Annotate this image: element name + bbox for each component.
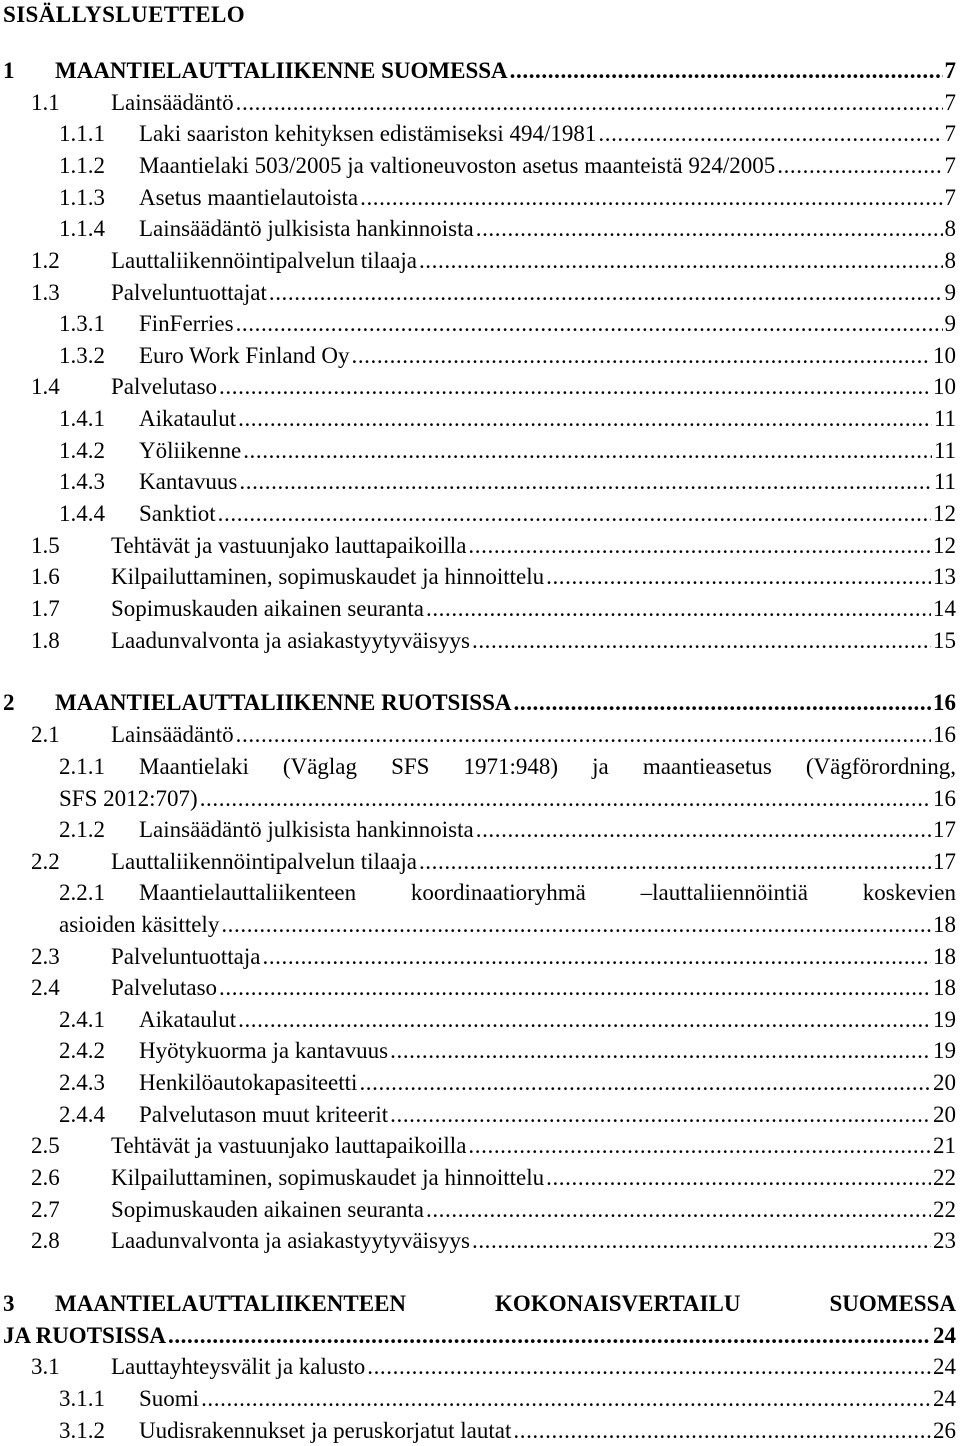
- leader-dots: [262, 941, 931, 972]
- leader-dots: [238, 403, 932, 434]
- leader-dots: [351, 340, 931, 371]
- toc-entry-line: [59, 308, 956, 339]
- toc-entry[interactable]: [0, 751, 956, 814]
- toc-entry-text: Lauttayhteysvälit ja kalusto: [111, 1354, 366, 1379]
- leader-dots: [219, 371, 931, 402]
- leader-dots: [598, 118, 942, 149]
- toc-entry-line: [59, 466, 956, 497]
- toc-entry-text: FinFerries: [139, 311, 234, 336]
- toc-page-number: 18: [933, 944, 956, 969]
- toc-entry[interactable]: [0, 466, 956, 497]
- toc-entry-line: [59, 1099, 956, 1130]
- toc-entry[interactable]: [0, 403, 956, 434]
- toc-entry-text: Uudisrakennukset ja peruskorjatut lautat: [139, 1418, 512, 1443]
- toc-entry[interactable]: [0, 687, 956, 718]
- leader-dots: [472, 1225, 931, 1256]
- toc-entry-text: MAANTIELAUTTALIIKENNE SUOMESSA: [55, 58, 508, 83]
- toc-entry-text-continued: JA RUOTSISSA: [3, 1323, 166, 1348]
- toc-entry-line: [31, 941, 956, 972]
- toc-entry-line: [31, 371, 956, 402]
- toc-page-number: 13: [933, 564, 956, 589]
- toc-entry[interactable]: [0, 1288, 956, 1351]
- toc-page-number: 22: [933, 1197, 956, 1222]
- toc-entry-text: Aikataulut: [139, 406, 237, 431]
- toc-page-number: 21: [933, 1133, 956, 1158]
- leader-dots: [390, 1099, 931, 1130]
- toc-entry-line: [59, 877, 956, 908]
- toc-entry-number: 1.5: [31, 533, 60, 558]
- toc-entry-line: [31, 87, 956, 118]
- toc-entry-text: Lauttaliikennöintipalvelun tilaaja: [111, 248, 417, 273]
- toc-entry-number: 1.4.1: [59, 406, 105, 431]
- toc-page-number: 17: [933, 849, 956, 874]
- toc-entry-number: 1.4.3: [59, 469, 105, 494]
- toc-entry-line: [31, 1130, 956, 1161]
- toc-entry-line: [59, 213, 956, 244]
- toc-entry[interactable]: [0, 1099, 956, 1130]
- toc-entry-line: [59, 118, 956, 149]
- toc-entry-number: 1.8: [31, 628, 60, 653]
- leader-dots: [472, 625, 931, 656]
- toc-entry-text: Tehtävät ja vastuunjako lauttapaikoilla: [111, 1133, 467, 1158]
- toc-entry-text: Kilpailuttaminen, sopimuskaudet ja hinnoittelu: [111, 1165, 545, 1190]
- toc-entry-line: [59, 1004, 956, 1035]
- toc-page-number: 7: [944, 58, 956, 83]
- toc-entry-line: [59, 182, 956, 213]
- toc-entry-line: [31, 1351, 956, 1382]
- toc-page-number: 14: [933, 596, 956, 621]
- toc-entry-line: [59, 751, 956, 782]
- toc-entry-line: [59, 435, 956, 466]
- toc-entry-text: Maantielaki 503/2005 ja valtioneuvoston asetus maanteistä 924/2005: [139, 153, 776, 178]
- toc-entry-number: 2.3: [31, 944, 60, 969]
- leader-dots: [514, 687, 932, 718]
- toc-entry[interactable]: [0, 118, 956, 149]
- toc-entry[interactable]: [0, 1225, 956, 1256]
- toc-page-number: 7: [944, 90, 956, 115]
- leader-dots: [221, 909, 931, 940]
- toc-entry-line: [31, 593, 956, 624]
- toc-entry-text: Euro Work Finland Oy: [139, 343, 350, 368]
- toc-entry[interactable]: [0, 1004, 956, 1035]
- leader-dots: [777, 150, 942, 181]
- toc-entry-line: [31, 561, 956, 592]
- toc-entry-line: [59, 814, 956, 845]
- toc-entry-text: Sopimuskauden aikainen seuranta: [111, 596, 424, 621]
- leader-dots: [236, 308, 943, 339]
- leader-dots: [468, 1130, 931, 1161]
- toc-entry-number: 2.5: [31, 1133, 60, 1158]
- toc-entry-text: Henkilöautokapasiteetti: [139, 1070, 358, 1095]
- leader-dots: [390, 1035, 931, 1066]
- leader-dots: [238, 1004, 931, 1035]
- toc-entry-number: 2.2: [31, 849, 60, 874]
- toc-page-number: 24: [933, 1354, 956, 1379]
- toc-page-number: 17: [933, 817, 956, 842]
- toc-entry-text: MAANTIELAUTTALIIKENNE RUOTSISSA: [55, 690, 512, 715]
- toc-entry[interactable]: [0, 150, 956, 181]
- toc-entry[interactable]: [0, 182, 956, 213]
- toc-entry-text: Laki saariston kehityksen edistämiseksi 494/1981: [139, 121, 597, 146]
- toc-page-number: 8: [944, 248, 956, 273]
- toc-entry-text: Lainsäädäntö: [111, 722, 234, 747]
- toc-entry-number: 2.8: [31, 1228, 60, 1253]
- toc-entry[interactable]: [0, 1130, 956, 1161]
- toc-page-number: 16: [933, 690, 956, 715]
- toc-page-number: 12: [933, 501, 956, 526]
- toc-page-number: 26: [933, 1418, 956, 1443]
- toc-page-number: 24: [933, 1386, 956, 1411]
- toc-entry[interactable]: [0, 213, 956, 244]
- toc-page-number: 11: [933, 406, 956, 431]
- toc-entry-text: Lainsäädäntö: [111, 90, 234, 115]
- leader-dots: [200, 783, 931, 814]
- toc-entry-line: [59, 498, 956, 529]
- toc-page-number: 7: [944, 153, 956, 178]
- toc-entry[interactable]: [0, 308, 956, 339]
- toc-page-number: 9: [944, 311, 956, 336]
- toc-page-number: 18: [933, 912, 956, 937]
- toc-entry-number: 1.4: [31, 374, 60, 399]
- toc-entry-number: 1.3: [31, 280, 60, 305]
- leader-dots: [243, 435, 932, 466]
- toc-entry-line: [3, 1288, 956, 1319]
- toc-page-number: 7: [944, 185, 956, 210]
- toc-entry-text: MAANTIELAUTTALIIKENTEEN KOKONAISVERTAILU SUOMESSA: [55, 1291, 956, 1316]
- toc-entry-line: [31, 530, 956, 561]
- leader-dots: [468, 530, 931, 561]
- toc-entry[interactable]: [0, 87, 956, 118]
- page-title: SISÄLLYSLUETTELO: [3, 2, 246, 27]
- leader-dots: [236, 719, 931, 750]
- toc-page-number: 22: [933, 1165, 956, 1190]
- toc-entry-text: Laadunvalvonta ja asiakastyytyväisyys: [111, 628, 470, 653]
- toc-entry-number: 1.3.2: [59, 343, 105, 368]
- toc-entry-number: 1.1.1: [59, 121, 105, 146]
- toc-page-number: 18: [933, 975, 956, 1000]
- toc-entry[interactable]: [0, 435, 956, 466]
- toc-entry-number: 2.4.4: [59, 1102, 105, 1127]
- toc-entry-text: Laadunvalvonta ja asiakastyytyväisyys: [111, 1228, 470, 1253]
- leader-dots: [426, 593, 931, 624]
- toc-entry-number: 2.4.3: [59, 1070, 105, 1095]
- toc-page-number: 24: [933, 1323, 956, 1348]
- toc-entry[interactable]: [0, 593, 956, 624]
- leader-dots: [476, 213, 943, 244]
- toc-entry[interactable]: [0, 371, 956, 402]
- leader-dots: [360, 182, 942, 213]
- leader-dots: [168, 1320, 931, 1351]
- toc-entry-number: 1.7: [31, 596, 60, 621]
- toc-page-number: 7: [944, 121, 956, 146]
- toc-page-number: 11: [933, 438, 956, 463]
- toc-entry-line: [59, 150, 956, 181]
- toc-entry[interactable]: [0, 1067, 956, 1098]
- toc-entry-text: Kilpailuttaminen, sopimuskaudet ja hinnoittelu: [111, 564, 545, 589]
- toc-entry-line: [31, 1194, 956, 1225]
- toc-entry-line: [59, 1067, 956, 1098]
- toc-entry-line: [59, 783, 956, 814]
- toc-page-number: 23: [933, 1228, 956, 1253]
- toc-entry-number: 1.4.4: [59, 501, 105, 526]
- toc-page-number: 19: [933, 1038, 956, 1063]
- toc-entry-line: [59, 909, 956, 940]
- toc-entry[interactable]: [0, 972, 956, 1003]
- leader-dots: [236, 87, 943, 118]
- toc-entry-line: [3, 55, 956, 86]
- leader-dots: [367, 1351, 931, 1382]
- toc-entry-text: Asetus maantielautoista: [139, 185, 359, 210]
- toc-entry[interactable]: [0, 941, 956, 972]
- toc-entry-text: Lainsäädäntö julkisista hankinnoista: [139, 817, 474, 842]
- toc-page-number: 20: [933, 1102, 956, 1127]
- toc-entry-number: 2.1.1: [59, 754, 105, 779]
- toc-entry[interactable]: [0, 1035, 956, 1066]
- toc-entry[interactable]: [0, 719, 956, 750]
- leader-dots: [546, 1162, 931, 1193]
- toc-entry-line: [31, 245, 956, 276]
- toc-entry-line: [3, 687, 956, 718]
- toc-entry-number: 2.1.2: [59, 817, 105, 842]
- toc-entry-number: 3: [3, 1291, 15, 1316]
- toc-entry-number: 2.4: [31, 975, 60, 1000]
- leader-dots: [218, 498, 931, 529]
- toc-entry[interactable]: [0, 625, 956, 656]
- toc-page-number: 10: [933, 343, 956, 368]
- leader-dots: [426, 1194, 931, 1225]
- toc-entry-line: [31, 1162, 956, 1193]
- leader-dots: [546, 561, 931, 592]
- toc-entry-text: Yöliikenne: [139, 438, 242, 463]
- toc-page-number: 16: [933, 722, 956, 747]
- toc-entry-text: Hyötykuorma ja kantavuus: [139, 1038, 389, 1063]
- toc-entry-line: [31, 719, 956, 750]
- toc-entry[interactable]: [0, 530, 956, 561]
- toc-entry[interactable]: [0, 1162, 956, 1193]
- toc-entry-number: 2.7: [31, 1197, 60, 1222]
- toc-entry-text: Maantielauttaliikenteen koordinaatioryhmä –lauttaliiennöintiä koskevien: [139, 880, 956, 905]
- toc-entry-line: [31, 277, 956, 308]
- toc-entry-line: [59, 1035, 956, 1066]
- toc-entry[interactable]: [0, 1351, 956, 1382]
- toc-entry-text: Kantavuus: [139, 469, 238, 494]
- toc-entry-line: [31, 1225, 956, 1256]
- toc-entry[interactable]: [0, 1383, 956, 1414]
- toc-entry-line: [31, 846, 956, 877]
- toc-entry[interactable]: [0, 877, 956, 940]
- toc-page-number: 20: [933, 1070, 956, 1095]
- toc-page-number: 15: [933, 628, 956, 653]
- toc-entry-text: Palvelutaso: [111, 975, 218, 1000]
- toc-page-number: 16: [933, 786, 956, 811]
- toc-entry-text: Lainsäädäntö julkisista hankinnoista: [139, 216, 474, 241]
- toc-entry-text-continued: asioiden käsittely: [59, 912, 220, 937]
- toc-entry-line: [59, 1383, 956, 1414]
- toc-entry-number: 3.1.2: [59, 1418, 105, 1443]
- toc-entry-text: Palveluntuottaja: [111, 944, 261, 969]
- toc-entry-text: Lauttaliikennöintipalvelun tilaaja: [111, 849, 417, 874]
- leader-dots: [510, 55, 943, 86]
- toc-entry-line: [59, 340, 956, 371]
- toc-page-number: 19: [933, 1007, 956, 1032]
- toc-entry-text-continued: SFS 2012:707): [59, 786, 198, 811]
- toc-entry-line: [31, 625, 956, 656]
- toc-entry-text: Maantielaki (Väglag SFS 1971:948) ja maantieasetus (Vägförordning,: [139, 754, 956, 779]
- toc-entry-number: 2.4.1: [59, 1007, 105, 1032]
- toc-page-number: 12: [933, 533, 956, 558]
- toc-entry-number: 1.4.2: [59, 438, 105, 463]
- toc-entry-text: Palveluntuottajat: [111, 280, 267, 305]
- toc-page-number: 8: [944, 216, 956, 241]
- toc-page-number: 9: [944, 280, 956, 305]
- toc-page-number: 11: [933, 469, 956, 494]
- toc-entry-line: [59, 403, 956, 434]
- toc-entry-number: 2.4.2: [59, 1038, 105, 1063]
- toc-entry-text: Aikataulut: [139, 1007, 237, 1032]
- leader-dots: [419, 846, 931, 877]
- toc-entry-text: Sanktiot: [139, 501, 216, 526]
- toc-entry-number: 3.1: [31, 1354, 60, 1379]
- leader-dots: [419, 245, 943, 276]
- toc-entry-number: 1.1.4: [59, 216, 105, 241]
- toc-entry[interactable]: [0, 561, 956, 592]
- leader-dots: [219, 972, 931, 1003]
- toc-entry-text: Palvelutason muut kriteerit: [139, 1102, 389, 1127]
- leader-dots: [476, 814, 931, 845]
- toc-entry-text: Suomi: [139, 1386, 200, 1411]
- toc-entry[interactable]: [0, 498, 956, 529]
- toc-entry[interactable]: [0, 1194, 956, 1225]
- toc-entry-number: 2.2.1: [59, 880, 105, 905]
- toc-entry-number: 1.1.3: [59, 185, 105, 210]
- toc-page-number: 10: [933, 374, 956, 399]
- leader-dots: [239, 466, 931, 497]
- toc-entry-text: Palvelutaso: [111, 374, 218, 399]
- toc-entry[interactable]: [0, 814, 956, 845]
- toc-entry-number: 2: [3, 690, 15, 715]
- toc-entry-number: 1.2: [31, 248, 60, 273]
- toc-entry[interactable]: [0, 277, 956, 308]
- leader-dots: [201, 1383, 931, 1414]
- toc-entry-number: 3.1.1: [59, 1386, 105, 1411]
- toc-entry-number: 1: [3, 58, 15, 83]
- toc-entry-number: 2.6: [31, 1165, 60, 1190]
- toc-entry-number: 1.1: [31, 90, 60, 115]
- toc-entry[interactable]: [0, 55, 956, 86]
- toc-entry-number: 1.6: [31, 564, 60, 589]
- leader-dots: [269, 277, 943, 308]
- toc-entry-line: [3, 1320, 956, 1351]
- toc-entry-text: Sopimuskauden aikainen seuranta: [111, 1197, 424, 1222]
- toc-entry-text: Tehtävät ja vastuunjako lauttapaikoilla: [111, 533, 467, 558]
- toc-entry-line: [31, 972, 956, 1003]
- leader-dots: [359, 1067, 931, 1098]
- toc-entry-number: 1.3.1: [59, 311, 105, 336]
- toc-entry[interactable]: [0, 340, 956, 371]
- toc-entry[interactable]: [0, 245, 956, 276]
- toc-entry-number: 1.1.2: [59, 153, 105, 178]
- toc-entry-number: 2.1: [31, 722, 60, 747]
- toc-entry[interactable]: [0, 846, 956, 877]
